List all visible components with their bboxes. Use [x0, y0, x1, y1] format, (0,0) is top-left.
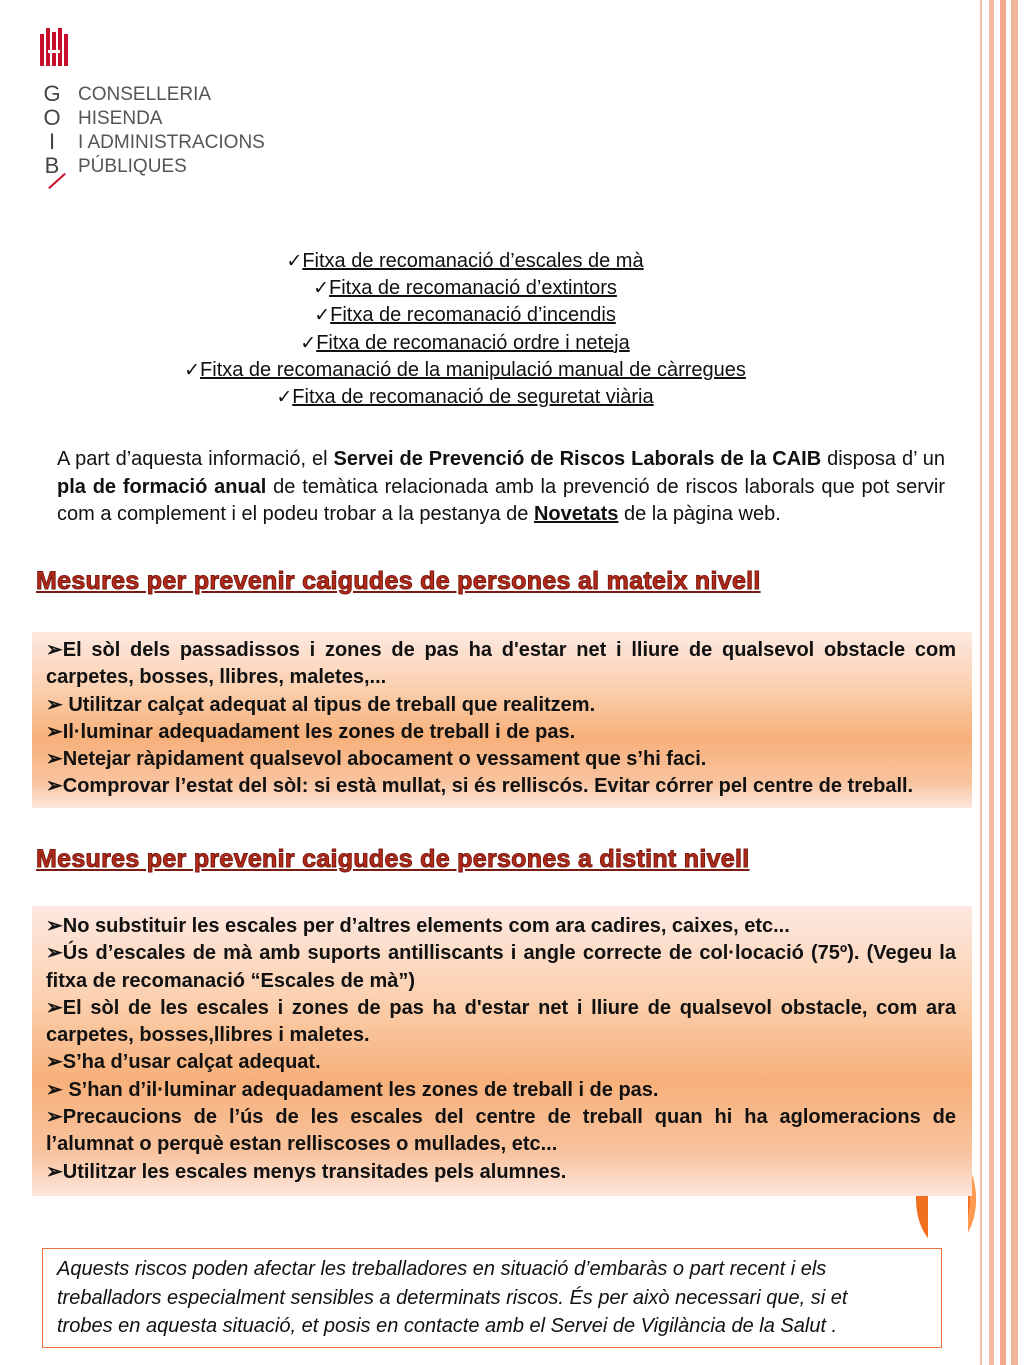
checklist-item[interactable]	[0, 357, 930, 384]
list-item: ➢Ús d’escales de mà amb suports antilliscants i angle correcte de col·locació (75º). (Vegeu la fitxa de recomanació “Escales de mà”)	[46, 942, 956, 992]
checklist-item[interactable]	[0, 275, 930, 302]
arrow-bullet-icon: ➢	[46, 720, 63, 743]
check-icon: ✓	[286, 251, 303, 272]
same-level-measures-list	[46, 637, 956, 801]
list-item: ➢Il·luminar adequadament les zones de treball i de pas.	[46, 720, 576, 743]
recommendation-link[interactable]: Fitxa de recomanació de seguretat viària	[292, 386, 654, 409]
section-heading-same-level: Mesures per prevenir caigudes de persones al mateix nivell	[36, 567, 761, 595]
recommendation-link[interactable]: Fitxa de recomanació de la manipulació manual de càrregues	[200, 358, 746, 381]
logo-letters: G O I B	[43, 81, 61, 178]
arrow-bullet-icon: ➢	[46, 1078, 63, 1101]
recommendation-link[interactable]: Fitxa de recomanació d’extintors	[329, 277, 617, 300]
arrow-bullet-icon: ➢	[46, 915, 63, 937]
check-icon: ✓	[276, 387, 293, 409]
list-item: ➢Netejar ràpidament qualsevol abocament o vessament que s’hi faci.	[46, 748, 707, 771]
novetats-link[interactable]: Novetats	[533, 503, 619, 525]
arrow-bullet-icon: ➢	[46, 748, 63, 771]
check-icon: ✓	[314, 305, 331, 327]
list-item: ➢Precaucions de l’ús de les escales del centre de treball quan hi ha aglomeracions de l’alumnat o perquè estan relliscoses o mullades, etc...	[46, 1106, 956, 1156]
flag-icon	[40, 28, 70, 66]
recommendation-link[interactable]: Fitxa de recomanació d’escales de mà	[302, 250, 644, 272]
list-item: ➢Utilitzar les escales menys transitades pels alumnes.	[46, 1160, 567, 1183]
decorative-stripes	[976, 0, 1024, 1365]
logo-text: CONSELLERIA HISENDA I ADMINISTRACIONS PÚBLIQUES	[78, 84, 265, 177]
note-text: Aquests riscos poden afectar les treballadores en situació d’embaràs o part recent i els treballadors especialment sensibles a determinats riscos. És per això necessari que, si et trobes en aquesta situació, et posis en contacte amb el Servei de Vigilància de la Salut .	[57, 1258, 848, 1337]
section-heading-different-level: Mesures per prevenir caigudes de persones a distint nivell	[36, 845, 750, 873]
arrow-bullet-icon: ➢	[46, 639, 63, 661]
checklist-item[interactable]	[0, 248, 930, 275]
check-icon: ✓	[300, 332, 317, 354]
arrow-bullet-icon: ➢	[46, 996, 63, 1019]
arrow-bullet-icon: ➢	[46, 693, 63, 716]
list-item: ➢El sòl de les escales i zones de pas ha d'estar net i lliure de qualsevol obstacle, com ara carpetes, bosses,llibres i maletes.	[46, 996, 956, 1047]
recommendation-link[interactable]: Fitxa de recomanació d’incendis	[330, 304, 616, 327]
arrow-bullet-icon: ➢	[46, 1160, 63, 1183]
recommendation-checklist	[0, 248, 930, 411]
checklist-item[interactable]	[0, 330, 930, 357]
checklist-item[interactable]	[0, 302, 930, 329]
arrow-bullet-icon: ➢	[46, 1051, 63, 1074]
arrow-bullet-icon: ➢	[46, 775, 63, 798]
list-item: ➢ S’han d’il·luminar adequadament les zones de treball i de pas.	[46, 1078, 659, 1101]
check-icon: ✓	[184, 359, 201, 381]
intro-paragraph: A part d’aquesta informació, el Servei de Prevenció de Riscos Laborals de la CAIB disposa d’ un pla de formació anual de temàtica relacionada amb la prevenció de riscos laborals que pot servir com a complement i el podeu trobar a la pestanya de Novetats de la pàgina web.	[57, 448, 946, 525]
different-level-measures-list	[46, 913, 956, 1186]
list-item: ➢No substituir les escales per d’altres elements com ara cadires, caixes, etc...	[46, 915, 790, 937]
list-item: ➢ Utilitzar calçat adequat al tipus de treball que realitzem.	[46, 693, 596, 716]
list-item: ➢Comprovar l’estat del sòl: si està mullat, si és relliscós. Evitar córrer pel centre de treball.	[46, 775, 914, 798]
arrow-bullet-icon: ➢	[46, 1106, 63, 1129]
checklist-item[interactable]	[0, 384, 930, 411]
check-icon: ✓	[313, 278, 329, 300]
list-item: ➢El sòl dels passadissos i zones de pas ha d'estar net i lliure de qualsevol obstacle com carpetes, bosses, llibres, maletes,...	[46, 639, 956, 689]
recommendation-link[interactable]: Fitxa de recomanació ordre i neteja	[316, 331, 630, 354]
list-item: ➢S’ha d’usar calçat adequat.	[46, 1051, 321, 1074]
arrow-bullet-icon: ➢	[46, 942, 63, 965]
